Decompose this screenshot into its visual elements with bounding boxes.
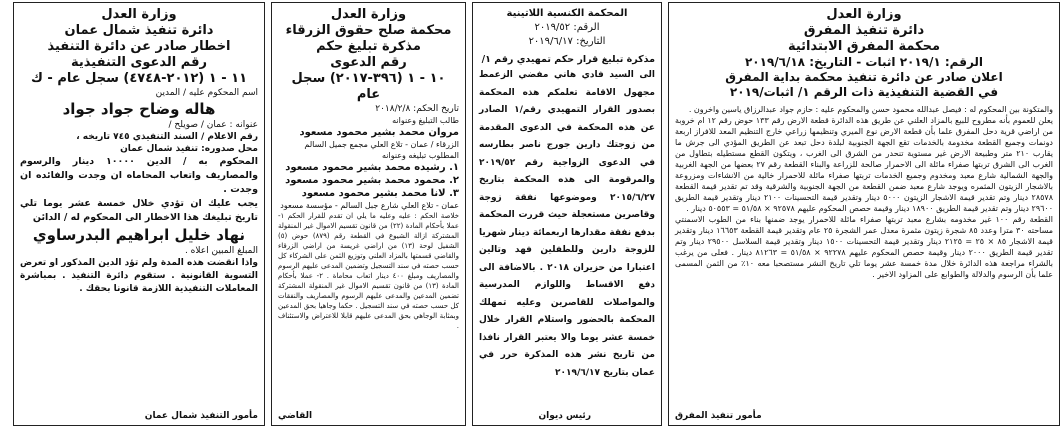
requester-label: طالب التبليغ وعنوانه [392,116,459,125]
signature-footer: مأمور تنفيذ المفرق [675,411,762,421]
reference-number: الرقم: ٢٠١٩/٥٢ [534,22,600,33]
ministry-title: وزارة العدل [330,7,407,22]
north-amman-execution-notice [13,2,265,426]
case-number: ١١ - ١ (٢٠١٢-٤٧٤٨) سجل عام - ك [30,71,248,86]
creditor-sub: المبلغ المبين اعلاه . [184,246,258,256]
note-paragraph: واذا انقضت هذه المدة ولم تؤد الدين المذكور او تعرض التسوية القانونية . ستقوم دائرة التنفيذ . بمباشرة المعاملات التنفيذية اللازمة قانونا بحقك . [20,258,258,294]
case-number: ١٠ - ١ (٣٩٦-٢٠١٧) سجل عام [291,71,446,102]
case-label: رقم الدعوى التنفيذية [71,55,207,70]
issuing-office: محل صدوره: تنفيذ شمال عمان [120,144,258,154]
court-title: محكمة صلح حقوق الزرقاء [285,23,452,38]
auction-paragraph-1: يعلن للعموم بأنه مطروح للبيع بالمزاد العلني عن طريق هذه الدائرة قطعة الارض رقم ١٣٣ حوض رقم ١٢ ام خروبة من اراضي قرية دحل المفرق علما بأن قطعة الارض نوع الميري وتنظيمها زراعي خارج التنظيم المعد للافراز اربعة دونمات وجميع القطعة مخدومة بالخدمات تقع الجهة الجنوبية لبلدة دحل تبعد عن الطريق المؤدي الى جرش ما يقارب ٢١٠ متر وطبيعة الارض غير مستوية تنحدر من الشرق الى الغرب ، ويتكون القطع مستطيله بتطاول من الغرب الى الشرق تربتها صفراء مائلة الى الاحمرار صالحة للزراعة والبناء القطعة رقم ٢٧ بعضها من الجهة الغربية والجهة الشمالية شارع معبد ومخدوم وجميع الخدمات تربتها صفراء مائلة للاحمرار خالية من الانشاءات ومزروعة بالاشجار الزيتون المثمره ويوجد شارع معبد ضمن القطعة من الجهة الجنوبية والشرقية وقد تم تقدير قيمة القطعة ٢٨٥٧٨ دينار وتم تقدير قيمة الاشجار الزيتون ٥٠٠٠ دينار وتقدير قيمة التحسينات ٢١٠٠ دينار وتقدير قيمة الطريق ٢٩٦٠٠ دينار وتم تقدير قيمة الطريق ١٨٩٠٠ دينار وقيمة حصص المحكوم عليهم ٩٢٥٧٨ × ٥١/٥٨ = ٥٠٥٥٣ دينار . [675,116,1054,213]
debtor-label: اسم المحكوم عليه / المدين [155,88,258,98]
notice-title: اخطار صادر عن دائرة التنفيذ [47,39,231,54]
case-line: في القضية التنفيذية ذات الرقم ١/ اثبات/٢٠١٩ [729,85,999,99]
department-title: دائرة تنفيذ شمال عمان [64,23,214,38]
zarqa-court-notice [271,2,466,426]
requester-name: مروان محمد بشير محمود مسعود [299,127,459,138]
ministry-title: وزارة العدل [101,7,177,22]
notice-body: الى السيد فادي هاني مفضي الزعمط مجهول الاقامة تعلمكم هذه المحكمة بصدور القرار التمهيدي رقم/١ الصادر عن هذه المحكمة في الدعوى المقدمة من زوجتك دارين جورج ناصر بطارسه في الدعوى الزواجية رقم ٢٠١٩/٥٢ والمرقومة الى هذه المحكمة بتاريخ ٢٠١٥/٦/٢٧ وموضوعها نفقة زوجة وقاصرين مستعجلة حيث قررت المحكمة بدفع نفقة مقدارها اربعمائة دينار شهريا للزوجة دارين وللطفلين فهد وتالين اعتبارا من حزيران ٢٠١٨ . بالاضافة الى دفع الاقساط واللوازم المدرسية والمواصلات للقاصرين وعليه تمهلك المحكمة بالحضور واستلام القرار خلال خمسة عشر يوما والا يعتبر القرار نافذا من تاريخ نشر هذه المذكرة حرر في عمان بتاريخ ٢٠١٩/٦/١٧ [479,70,655,378]
reference-line: الرقم: ٢٠١٩/١ اثبات - التاريخ: ٢٠١٩/٦/١٨ [744,55,984,69]
debtor-name: هاله وضاح جواد جواد [62,100,216,118]
court-title: محكمة المفرق الابتدائية [787,39,941,54]
requester-address: الزرقاء / عمان - تلاع العلي مجمع جميل السالم [304,140,459,149]
department-title: دائرة تنفيذ المفرق [803,23,925,38]
notice-subject: مذكرة تبليغ قرار حكم تمهيدي رقم ١/ [481,54,655,65]
warning-paragraph: يجب عليك ان تؤدي خلال خمسة عشر يوما تلي تاريخ تبليغك هذا الاخطار الى المحكوم له / الدائن [20,198,258,223]
recipient-3: ٣. لانا محمد بشير محمود مسعود [301,188,459,199]
latin-church-court-notice [472,2,662,426]
amount-paragraph: المحكوم به / الدين ١٠٠٠٠ دينار والرسوم والمصاريف واتعاب المحاماه ان وجدت والفائده ان وجدت . [20,156,258,195]
notice-title: اعلان صادر عن دائرة تنفيذ محكمة بداية المفرق [725,70,1003,84]
creditor-name: نهاد خليل ابراهيم البدرساوي [32,226,246,244]
signature-footer: مأمور التنفيذ شمال عمان [144,411,258,421]
recipient-label: المطلوب تبليغه وعنوانه [381,151,459,160]
mafraq-execution-notice [668,2,1060,426]
judge-signature: القاضي [278,411,313,421]
recipient-2: ٢. محمود محمد بشير محمود مسعود [285,175,459,186]
debtor-address: عنوانه : عمان / صويلح / [168,120,258,130]
ministry-title: وزارة العدل [826,7,902,22]
parties-paragraph: والمتكونة بين المحكوم له : فيصل عبدالله محمود حسن والمحكوم عليه : حازم جواد عبدالرزاق ياسين واخرون . [688,105,1053,114]
case-label: رقم الدعوى [330,55,407,70]
auction-paragraph-2: القطعة رقم ١٠٠ غير مخدومه بشارع معبد تربتها صفراء مائلة للاحمرار يوجد ضمنها بناء من الطوب الاسمنتي مساحته ٣٠ مترا وعدد ٨٥ شجرة زيتون مثمرة معدل عمر الشجرة ٢٥ عام وتقدير قيمة القطعة ١٦٦٥٣ دينار وتقدير قيمة الاشجار ٨٥ × ٢٥ = ٢١٢٥ دينار وتقدير قيمة التحسينات ١٥٠٠ دينار وتقدير قيمة السلاسل ٢٩٥٠٠ دينار وتم تقدير قيمة الطريق ٢٠٠٠ دينار وقيمة حصص المحكوم عليهم ٩٢٢٧٨ × ٥١/٥٨ = ٨١٢٦٣ دينار . فعلى من يرغب بالشراء مراجعة هذه الدائرة خلال مدة خمسة عشر يوما تلي تاريخ النشر مستصحبا معه ١٠٪ من الثمن المسمى علما بأن الرسوم والدلالة والطوابع على المزاود الاخير . [675,215,1053,279]
memo-title: مذكرة تبليغ حكم [316,39,421,54]
recipient-1: ١. رشيده محمد بشير محمود مسعود [285,162,459,173]
court-title: المحكمة الكنسية اللاتينية [506,8,628,19]
signature-footer: رئيس ديوان [538,411,591,421]
judgment-date: تاريخ الحكم: ٢٠١٨/٢/٨ [375,104,459,114]
claim-reference: رقم الاعلام / السند التنفيذي ٧٤٥ تاريخه ، [76,132,258,142]
notice-date: التاريخ: ٢٠١٩/٦/١٧ [528,36,606,47]
judgment-summary: خلاصة الحكم : عليه وعليه ما يلي ان تقدم للقرار الحكم ١- عملا بأحكام المادة (٢٢) من قانون تقسيم الاموال غير المنقولة المشتركة ازالة الشيوع في القطعة رقم (٨٧٩) حوض (٥) الشفيل لوحة (١٣) من اراضي غريسة من اراضي الزرقاء والقاضي قسمتها بالمزاد العلني وتوزيع الثمن على الشركاء كل حسب حصته في سند التسجيل وتضمين المدعى عليهم الرسوم والمصاريف ومبلغ ٤٠٠ دينار اتعاب محاماة . ٢- عملا بأحكام المادة (١٣) من قانون تقسيم الاموال غير المنقولة المشتركة تضمين المدعين والمدعى عليهم الرسوم والمصاريف والنفقات كل حسب حصته في سند التسجيل . حكما وجاهيا بحق المدعين وبمثابة الوجاهي بحق المدعى عليهم قابلا للاعتراض والاستئناف . [278,212,459,330]
recipient-address: عمان - تلاع العلي شارع جبل السالم - مؤسسة مسعود [280,201,459,210]
